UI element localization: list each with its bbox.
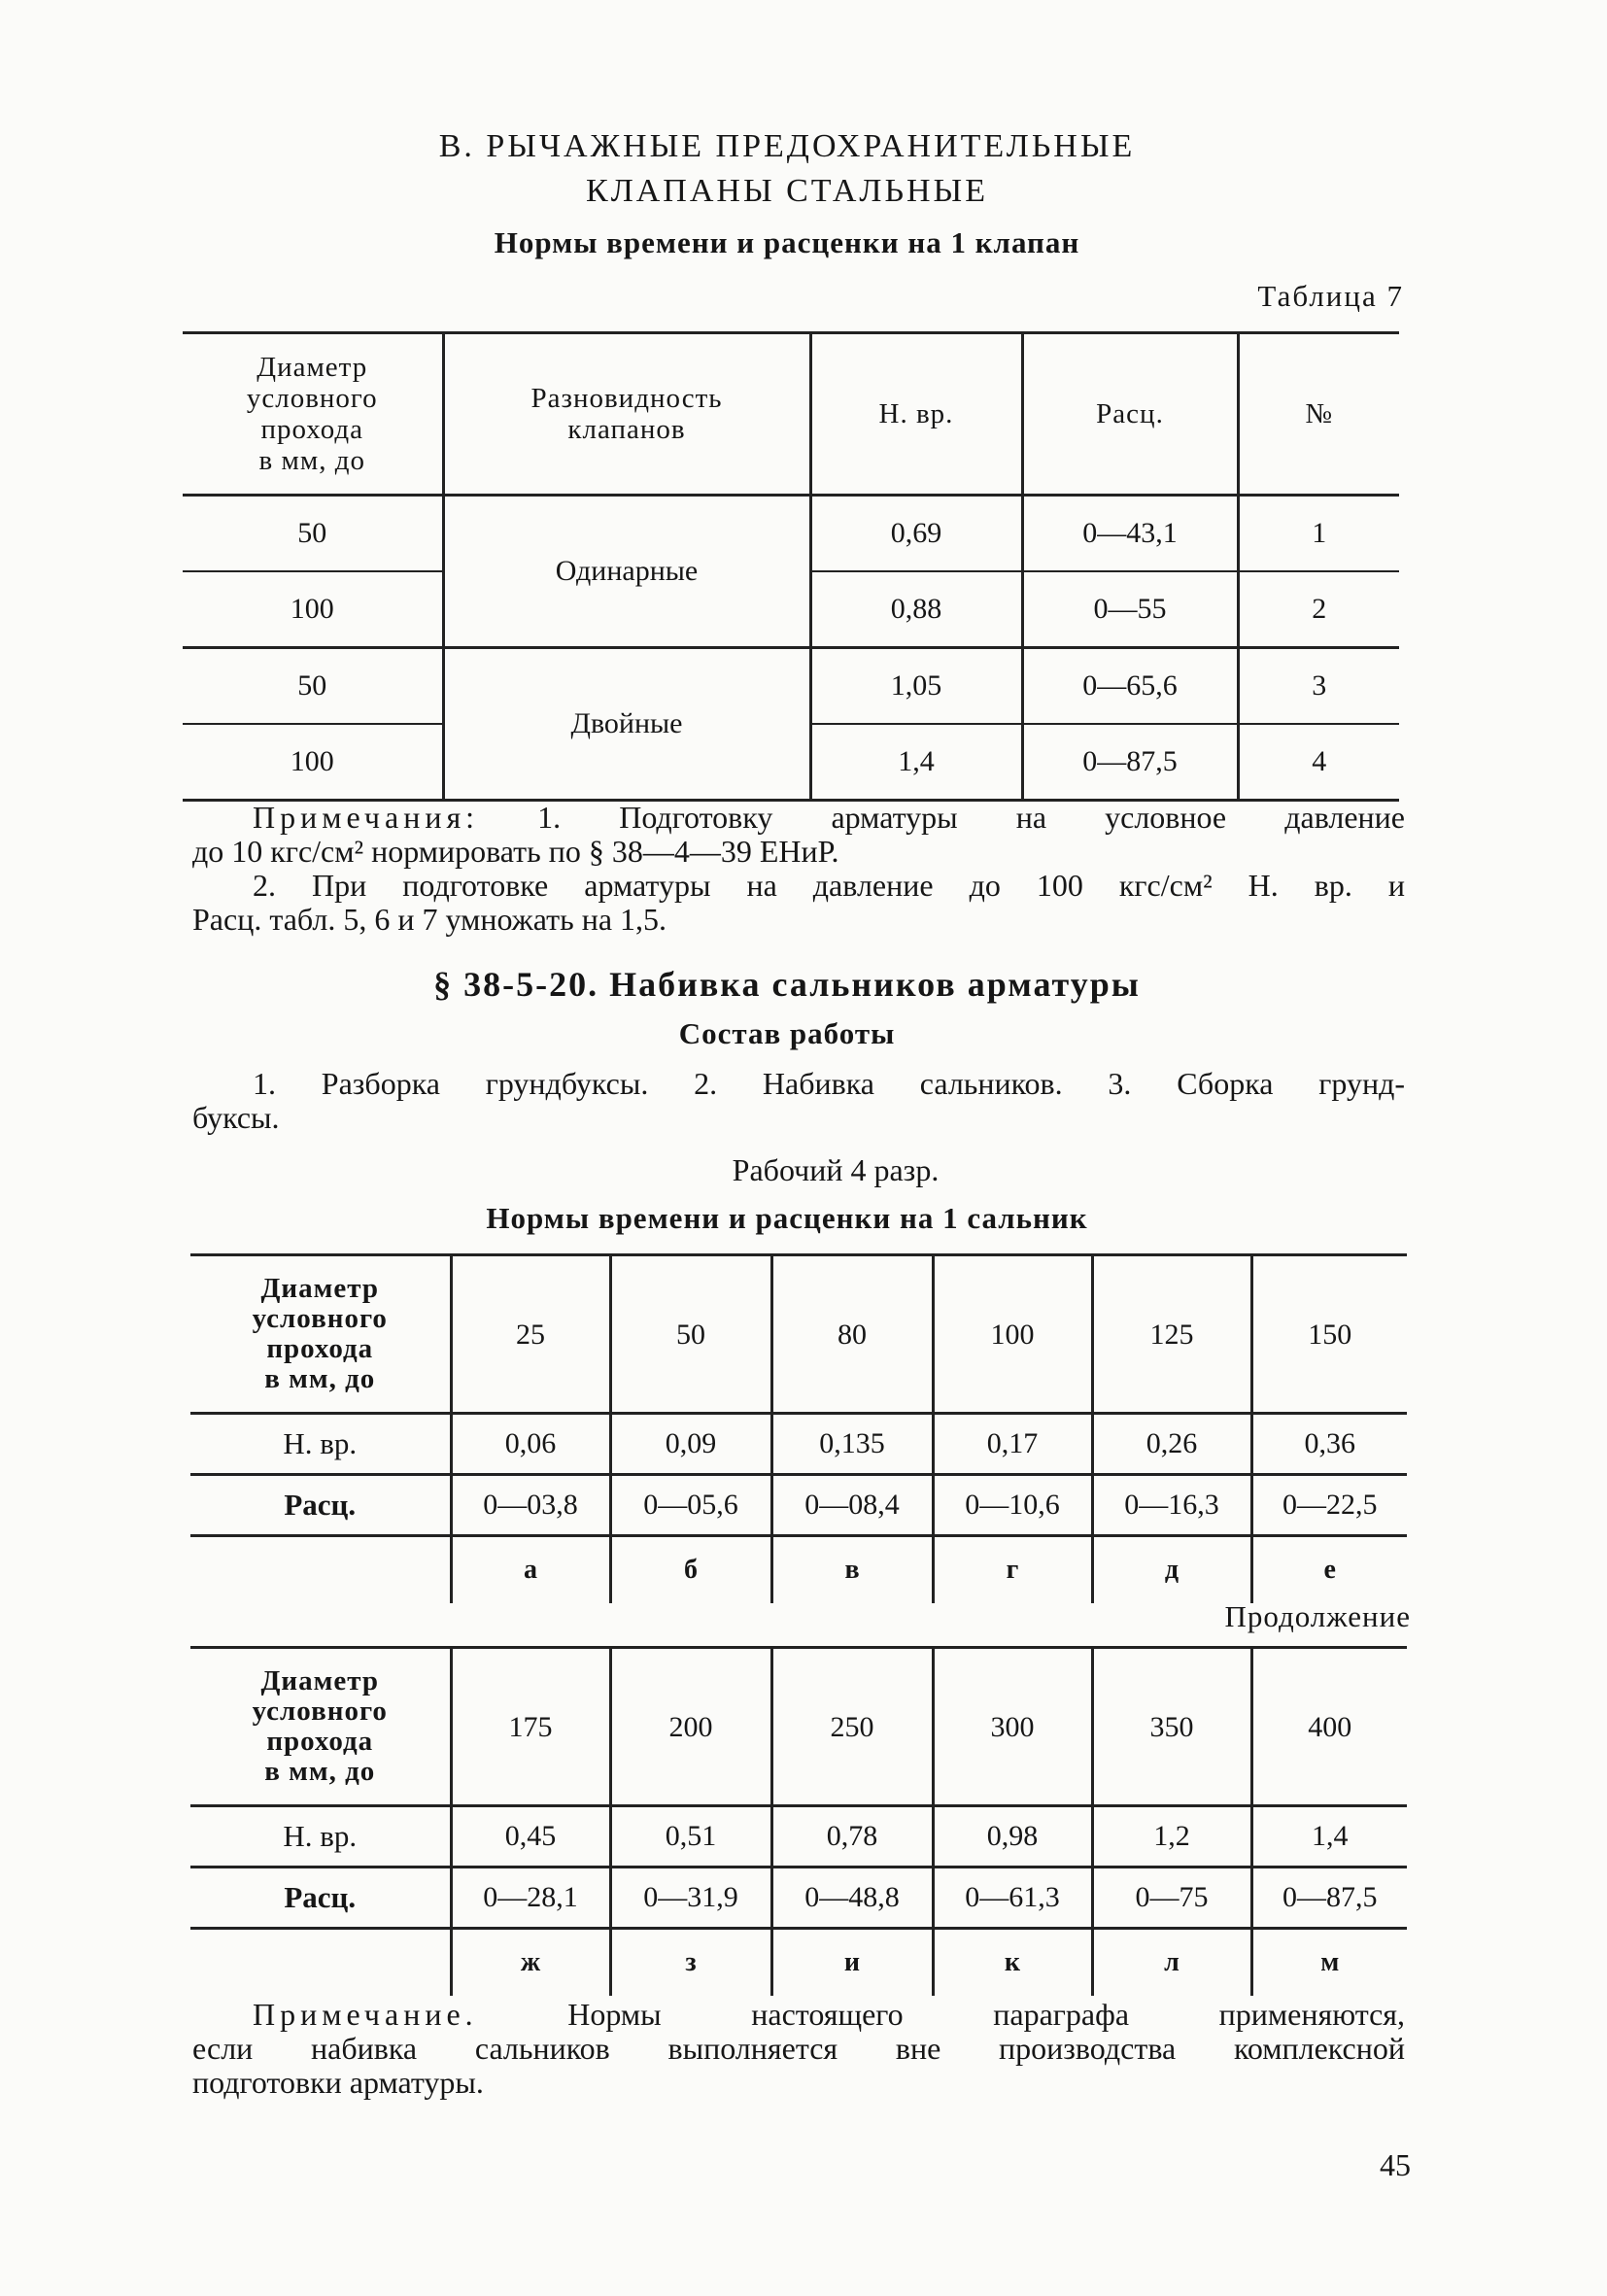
table8b-code-row: ж з и к л м	[190, 1929, 1407, 1997]
section-title-line1: В. РЫЧАЖНЫЕ ПРЕДОХРАНИТЕЛЬНЫЕ	[438, 128, 1136, 164]
diameter-cell: 175	[451, 1649, 610, 1806]
notes-block-1	[192, 801, 1405, 937]
type-double: Двойные	[443, 648, 810, 801]
table8a-code-row: а б в г д е	[190, 1536, 1407, 1604]
table8a-rate-row: Расц. 0—03,8 0—05,6 0—08,4 0—10,6 0—16,3 0—22,5	[190, 1475, 1407, 1536]
note2-label: Примечание.	[253, 1997, 478, 2032]
table8a-header-label: Диаметр условного прохода в мм, до	[190, 1256, 451, 1414]
diameter-cell: 50	[610, 1256, 771, 1414]
note2-line2: если набивка сальников выполняется вне производства комплексной	[192, 2031, 1405, 2066]
table8b-norm-row: Н. вр. 0,45 0,51 0,78 0,98 1,2 1,4	[190, 1806, 1407, 1868]
table7-header-row	[183, 333, 1399, 496]
notes-block-2	[192, 1998, 1405, 2100]
work-text-line1: 1. Разборка грундбуксы. 2. Набивка сальников. 3. Сборка грунд-	[253, 1066, 1405, 1101]
diameter-cell: 250	[771, 1649, 933, 1806]
diameter-cell: 80	[771, 1256, 933, 1414]
work-text	[192, 1067, 1405, 1135]
notes-label: Примечания:	[253, 800, 480, 835]
worker-grade: Рабочий 4 разр.	[732, 1152, 940, 1187]
diameter-cell: 400	[1251, 1649, 1407, 1806]
table-row: 100 1,4 0—87,5 4	[183, 724, 1399, 801]
note2-line1: Нормы настоящего параграфа применяются,	[567, 1997, 1406, 2032]
table8a	[190, 1256, 1407, 1603]
work-title: Состав работы	[678, 1016, 896, 1050]
diameter-cell: 100	[933, 1256, 1092, 1414]
continuation-label: Продолжение	[1224, 1599, 1411, 1633]
table7-label: Таблица 7	[1257, 279, 1404, 313]
table7-subtitle: Нормы времени и расценки на 1 клапан	[494, 225, 1080, 259]
table-row: 100 0,88 0—55 2	[183, 571, 1399, 648]
note-1b: до 10 кгс/см² нормировать по § 38—4—39 ЕНиР.	[192, 834, 839, 869]
table-row: 50 Одинарные 0,69 0—43,1 1	[183, 496, 1399, 572]
diameter-cell: 125	[1092, 1256, 1251, 1414]
note2-line3: подготовки арматуры.	[192, 2065, 484, 2100]
header-norm: Н. вр.	[810, 333, 1022, 496]
diameter-cell: 150	[1251, 1256, 1407, 1414]
table8b	[190, 1649, 1407, 1996]
table8b-header-row	[190, 1649, 1407, 1806]
diameter-cell: 300	[933, 1649, 1092, 1806]
table-row: 50 Двойные 1,05 0—65,6 3	[183, 648, 1399, 725]
table8-subtitle: Нормы времени и расценки на 1 сальник	[486, 1201, 1088, 1235]
table8a-norm-row: Н. вр. 0,06 0,09 0,135 0,17 0,26 0,36	[190, 1414, 1407, 1475]
section-title	[369, 124, 1205, 214]
diameter-cell: 200	[610, 1649, 771, 1806]
header-diameter: Диаметр условного прохода в мм, до	[183, 333, 443, 496]
diameter-cell: 350	[1092, 1649, 1251, 1806]
header-rate: Расц.	[1022, 333, 1238, 496]
section-title-line2: КЛАПАНЫ СТАЛЬНЫЕ	[586, 173, 988, 209]
header-type: Разновидность клапанов	[443, 333, 810, 496]
paragraph-title: § 38-5-20. Набивка сальников арматуры	[433, 965, 1141, 1004]
note-1a: 1. Подготовку арматуры на условное давление	[537, 800, 1406, 835]
table8b-rate-row: Расц. 0—28,1 0—31,9 0—48,8 0—61,3 0—75 0—87,5	[190, 1868, 1407, 1929]
table7	[183, 331, 1399, 802]
type-single: Одинарные	[443, 496, 810, 648]
note-2b: Расц. табл. 5, 6 и 7 умножать на 1,5.	[192, 902, 667, 937]
header-number: №	[1238, 333, 1399, 496]
table8b-header-label: Диаметр условного прохода в мм, до	[190, 1649, 451, 1806]
table8a-header-row	[190, 1256, 1407, 1414]
note-2a: 2. При подготовке арматуры на давление до 100 кгс/см² Н. вр. и	[253, 868, 1405, 903]
page-number: 45	[1380, 2147, 1411, 2182]
work-text-line2: буксы.	[192, 1100, 280, 1135]
diameter-cell: 25	[451, 1256, 610, 1414]
